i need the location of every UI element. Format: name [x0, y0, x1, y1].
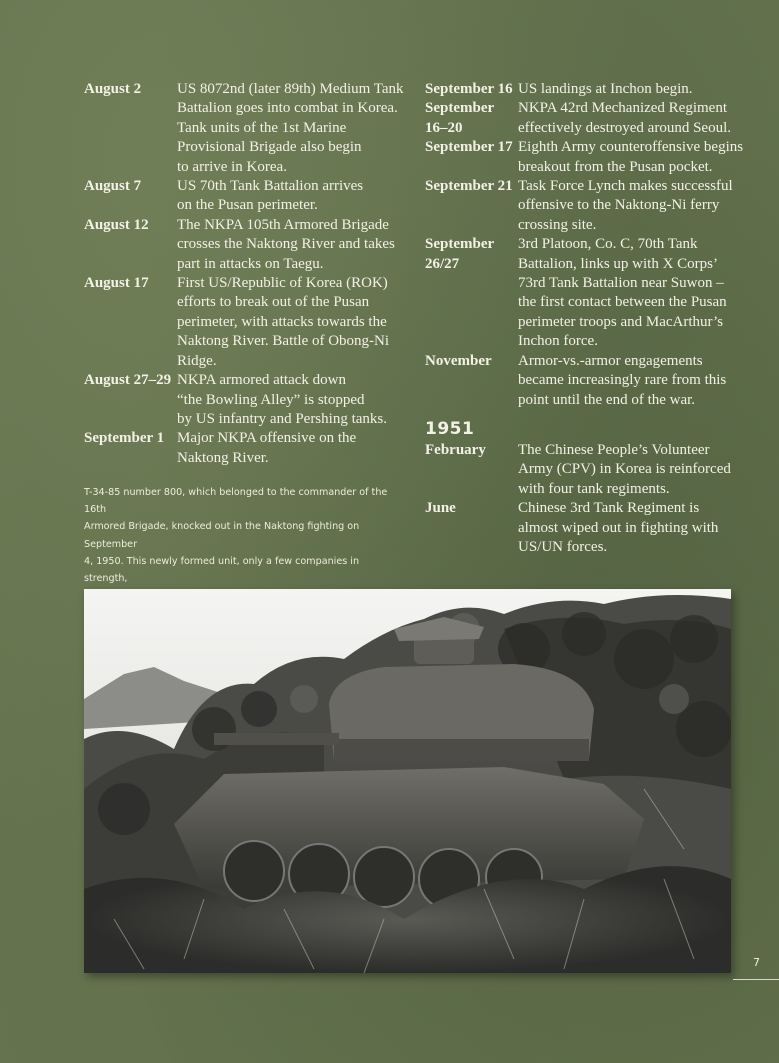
entry-description-line: Naktong River. Battle of Obong-Ni — [177, 333, 390, 350]
entry-description-line: crossing site. — [518, 216, 597, 233]
timeline-entry — [84, 429, 410, 468]
entry-date-line: September — [425, 236, 495, 253]
entry-date — [84, 80, 177, 177]
entry-description-line: NKPA armored attack down — [177, 372, 346, 389]
entry-date-line: September 1 — [84, 430, 165, 447]
timeline-right-column — [425, 80, 745, 557]
entry-description-line: almost wiped out in fighting with — [518, 519, 719, 536]
timeline-entry — [425, 177, 745, 235]
entry-description — [518, 80, 745, 99]
entry-description — [177, 177, 410, 216]
entry-date-line: 26/27 — [425, 255, 460, 272]
entry-description — [518, 99, 745, 138]
entry-description-line: US/UN forces. — [518, 538, 608, 555]
entry-description-line: to arrive in Korea. — [177, 158, 287, 175]
entry-description-line: with four tank regiments. — [518, 480, 670, 497]
timeline-entry — [425, 99, 745, 138]
entry-date-line: November — [425, 352, 492, 369]
timeline-entry — [84, 177, 410, 216]
entry-description-line: First US/Republic of Korea (ROK) — [177, 275, 388, 292]
entry-date — [84, 371, 177, 429]
entry-description-line: Armor-vs.-armor engagements — [518, 352, 703, 369]
entry-date-line: August 17 — [84, 275, 149, 292]
entry-date — [425, 235, 518, 351]
entry-description-line: Provisional Brigade also begin — [177, 139, 362, 156]
timeline-entry — [84, 80, 410, 177]
entry-description-line: Ridge. — [177, 352, 217, 369]
page-number-rule — [733, 979, 779, 980]
entry-description-line: Task Force Lynch makes successful — [518, 178, 733, 195]
entry-description-line: The Chinese People’s Volunteer — [518, 441, 710, 458]
entry-description-line: Army (CPV) in Korea is reinforced — [518, 461, 731, 478]
entry-description — [518, 352, 745, 410]
entry-description-line: perimeter troops and MacArthur’s — [518, 313, 724, 330]
entry-description-line: point until the end of the war. — [518, 391, 696, 408]
entry-date-line: August 12 — [84, 216, 149, 233]
timeline-entry — [425, 138, 745, 177]
entry-description-line: Chinese 3rd Tank Regiment is — [518, 500, 700, 517]
timeline-entry — [84, 371, 410, 429]
timeline-1951 — [425, 441, 745, 557]
entry-date-line: August 27–29 — [84, 372, 172, 389]
entry-date — [425, 499, 518, 557]
entry-description-line: the first contact between the Pusan — [518, 294, 727, 311]
timeline-left-column — [84, 80, 410, 468]
entry-description — [518, 235, 745, 351]
entry-date — [425, 352, 518, 410]
entry-description-line: efforts to break out of the Pusan — [177, 294, 370, 311]
entry-date-line: August 7 — [84, 178, 142, 195]
entry-description-line: The NKPA 105th Armored Brigade — [177, 216, 389, 233]
timeline-entry — [425, 80, 745, 99]
entry-date — [425, 177, 518, 235]
timeline-entry — [84, 274, 410, 371]
entry-description-line: US 70th Tank Battalion arrives — [177, 178, 364, 195]
entry-date — [425, 138, 518, 177]
entry-description-line: 3rd Platoon, Co. C, 70th Tank — [518, 236, 698, 253]
entry-date — [425, 441, 518, 499]
entry-description-line: Naktong River. — [177, 449, 269, 466]
entry-description-line: on the Pusan perimeter. — [177, 197, 318, 214]
entry-date — [84, 177, 177, 216]
year-heading-1951: 1951 — [425, 418, 475, 439]
entry-date-line: September 16 — [425, 81, 513, 97]
caption-line: Armored Brigade, knocked out in the Naktong fighting on September — [84, 521, 360, 550]
entry-date-line: 16–20 — [425, 119, 463, 136]
entry-description-line: offensive to the Naktong-Ni ferry — [518, 197, 720, 214]
entry-description — [518, 177, 745, 235]
timeline-entry — [425, 352, 745, 410]
entry-date — [84, 216, 177, 274]
entry-description — [518, 138, 745, 177]
entry-description-line: perimeter, with attacks towards the — [177, 313, 387, 330]
entry-description — [518, 499, 745, 557]
caption-line: T-34-85 number 800, which belonged to the commander of the 16th — [84, 487, 388, 516]
entry-date — [84, 274, 177, 371]
entry-date-line: September 21 — [425, 178, 513, 195]
entry-date-line: August 2 — [84, 81, 142, 97]
entry-description — [177, 80, 410, 177]
entry-description-line: Major NKPA offensive on the — [177, 430, 357, 447]
timeline-entry — [425, 499, 745, 557]
timeline-entry — [84, 216, 410, 274]
timeline-entry — [425, 235, 745, 351]
entry-description-line: Eighth Army counteroffensive begins — [518, 139, 744, 156]
entry-description — [177, 429, 410, 468]
entry-description-line: “the Bowling Alley” is stopped — [177, 391, 365, 408]
entry-description-line: by US infantry and Pershing tanks. — [177, 410, 387, 427]
page-number: 7 — [753, 956, 760, 969]
entry-date-line: September — [425, 100, 495, 117]
entry-date-line: February — [425, 441, 486, 458]
entry-description-line: part in attacks on Taegu. — [177, 255, 324, 272]
entry-description-line: US 8072nd (later 89th) Medium Tank — [177, 81, 404, 97]
entry-description — [518, 441, 745, 499]
entry-description-line: Inchon force. — [518, 333, 598, 350]
entry-description-line: NKPA 42rd Mechanized Regiment — [518, 100, 727, 117]
timeline-1950-continued — [425, 80, 745, 410]
entry-description-line: Battalion, links up with X Corps’ — [518, 255, 718, 272]
entry-description — [177, 371, 410, 429]
entry-description-line: Tank units of the 1st Marine — [177, 119, 347, 136]
entry-description-line: breakout from the Pusan pocket. — [518, 158, 713, 175]
entry-date — [425, 99, 518, 138]
entry-description-line: became increasingly rare from this — [518, 372, 727, 389]
caption-line: 4, 1950. This newly formed unit, only a few companies in strength, — [84, 555, 360, 585]
entry-description-line: crosses the Naktong River and takes — [177, 236, 395, 253]
entry-date — [84, 429, 177, 468]
entry-date — [425, 80, 518, 99]
entry-description-line: US landings at Inchon begin. — [518, 81, 693, 97]
tank-photo — [84, 589, 731, 973]
entry-description — [177, 216, 410, 274]
entry-description-line: effectively destroyed around Seoul. — [518, 119, 731, 136]
entry-description — [177, 274, 410, 371]
entry-description-line: 73rd Tank Battalion near Suwon – — [518, 275, 724, 292]
entry-date-line: June — [425, 500, 456, 517]
entry-date-line: September 17 — [425, 139, 513, 156]
timeline-entry — [425, 441, 745, 499]
entry-description-line: Battalion goes into combat in Korea. — [177, 100, 398, 117]
